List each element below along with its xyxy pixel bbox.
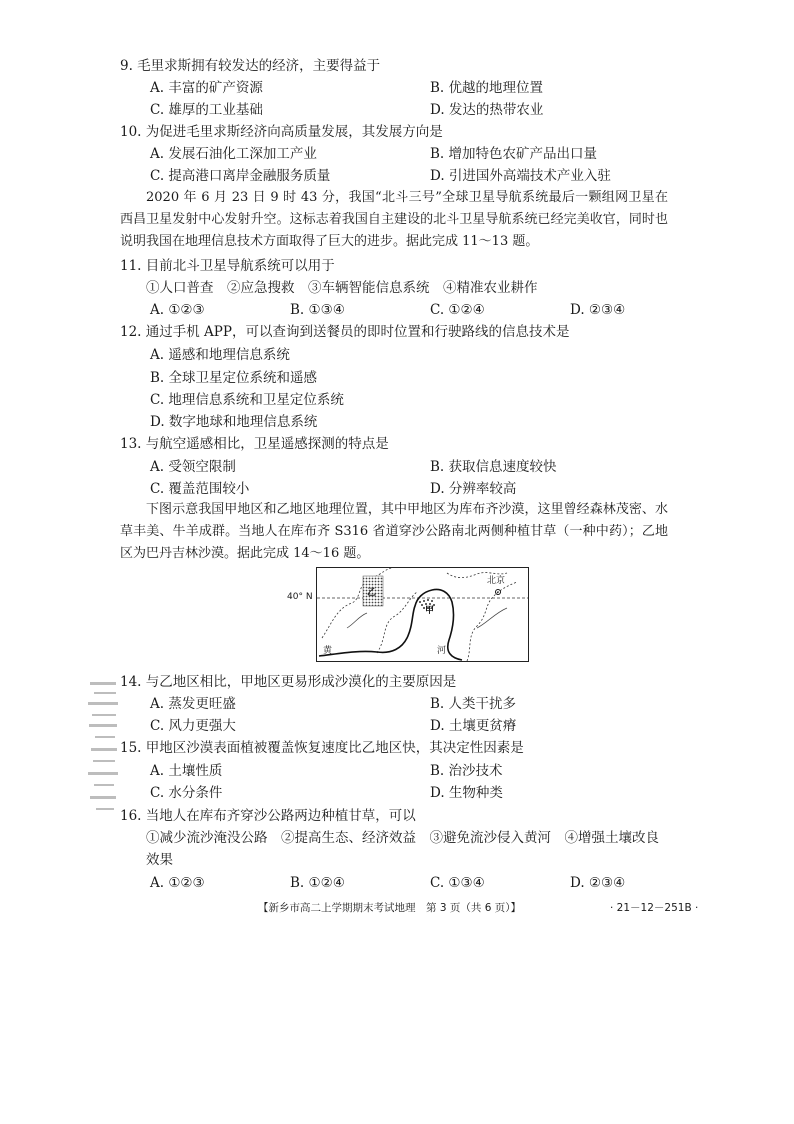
river-line-east	[477, 608, 507, 628]
question-16-items-cont: 效果	[146, 852, 173, 868]
question-15-option-d: D. 生物种类	[430, 785, 503, 801]
question-10-option-c: C. 提高港口离岸金融服务质量	[150, 168, 331, 184]
question-14-option-c: C. 风力更强大	[150, 718, 236, 734]
question-13-option-d: D. 分辨率较高	[430, 481, 517, 497]
question-13-option-c: C. 覆盖范围较小	[150, 481, 250, 497]
question-12-option-a: A. 遥感和地理信息系统	[150, 347, 290, 363]
question-9-option-d: D. 发达的热带农业	[430, 102, 544, 118]
jia-label: 甲	[425, 606, 435, 616]
question-9-stem: 9. 毛里求斯拥有较发达的经济，主要得益于	[120, 58, 381, 74]
question-16-items: ①减少流沙淹没公路 ②提高生态、经济效益 ③避免流沙侵入黄河 ④增强土壤改良	[146, 830, 659, 846]
question-10-stem: 10. 为促进毛里求斯经济向高质量发展，其发展方向是	[120, 124, 443, 140]
question-14-option-b: B. 人类干扰多	[430, 696, 517, 712]
question-11-option-b: B. ①③④	[290, 302, 345, 318]
yi-label: 乙	[367, 588, 377, 598]
latitude-label: 40° N	[287, 592, 313, 602]
question-10-option-d: D. 引进国外高端技术产业入驻	[430, 168, 611, 184]
question-16-option-d: D. ②③④	[570, 875, 626, 891]
question-9-option-b: B. 优越的地理位置	[430, 80, 544, 96]
page-footer: 【新乡市高二上学期期末考试地理 第 3 页（共 6 页）】	[258, 902, 521, 914]
question-12-option-c: C. 地理信息系统和卫星定位系统	[150, 392, 344, 408]
question-16-option-a: A. ①②③	[150, 875, 205, 891]
passage-beidou: 2020 年 6 月 23 日 9 时 43 分，我国“北斗三号”全球卫星导航系统最后一颗组网卫星在西昌卫星发射中心发射升空。这标志着我国自主建设的北斗卫星导航系统已经完美收官，同时也说明我国在地理信息技术方面取得了巨大的进步。据此完成 11～13 题。	[120, 190, 668, 249]
question-9-option-c: C. 雄厚的工业基础	[150, 102, 263, 118]
location-map	[287, 567, 529, 662]
question-11-option-c: C. ①②④	[430, 302, 485, 318]
he-label: 河	[437, 646, 447, 656]
question-9-option-a: A. 丰富的矿产资源	[150, 80, 263, 96]
question-14-option-d: D. 土壤更贫瘠	[430, 718, 517, 734]
question-12-stem: 12. 通过手机 APP，可以查询到送餐员的即时位置和行驶路线的信息技术是	[120, 324, 570, 340]
question-16-stem: 16. 当地人在库布齐穿沙公路两边种植甘草，可以	[120, 808, 416, 824]
question-11-items: ①人口普查 ②应急搜救 ③车辆智能信息系统 ④精准农业耕作	[146, 280, 538, 296]
question-15-option-b: B. 治沙技术	[430, 763, 503, 779]
question-13-option-a: A. 受领空限制	[150, 459, 236, 475]
question-15-stem: 15. 甲地区沙漠表面植被覆盖恢复速度比乙地区快，其决定性因素是	[120, 740, 524, 756]
question-11-stem: 11. 目前北斗卫星导航系统可以用于	[120, 258, 335, 274]
paper-code: · 21－12－251B ·	[610, 902, 699, 914]
question-12-option-b: B. 全球卫星定位系统和遥感	[150, 370, 318, 386]
question-10-option-a: A. 发展石油化工深加工产业	[150, 146, 317, 162]
question-15-option-c: C. 水分条件	[150, 785, 223, 801]
border-line-east	[467, 582, 517, 661]
question-16-option-b: B. ①②④	[290, 875, 345, 891]
question-10-option-b: B. 增加特色农矿产品出口量	[430, 146, 598, 162]
question-11-option-a: A. ①②③	[150, 302, 205, 318]
question-13-stem: 13. 与航空遥感相比，卫星遥感探测的特点是	[120, 436, 389, 452]
question-12-option-d: D. 数字地球和地理信息系统	[150, 414, 318, 430]
question-14-stem: 14. 与乙地区相比，甲地区更易形成沙漠化的主要原因是	[120, 674, 457, 690]
huang-label: 黄	[323, 646, 333, 656]
question-14-option-a: A. 蒸发更旺盛	[150, 696, 236, 712]
passage-desert: 下图示意我国甲地区和乙地区地理位置，其中甲地区为库布齐沙漠，这里曾经森林茂密、水草丰美、牛羊成群。当地人在库布齐 S316 省道穿沙公路南北两侧种植甘草（一种中药）；乙地区为巴丹吉林沙漠。据此完成 14～16 题。	[120, 502, 668, 561]
beijing-label: 北京	[487, 576, 506, 586]
question-15-option-a: A. 土壤性质	[150, 763, 223, 779]
question-16-option-c: C. ①③④	[430, 875, 485, 891]
question-11-option-d: D. ②③④	[570, 302, 626, 318]
question-13-option-b: B. 获取信息速度较快	[430, 459, 557, 475]
river-line-west	[347, 613, 367, 628]
